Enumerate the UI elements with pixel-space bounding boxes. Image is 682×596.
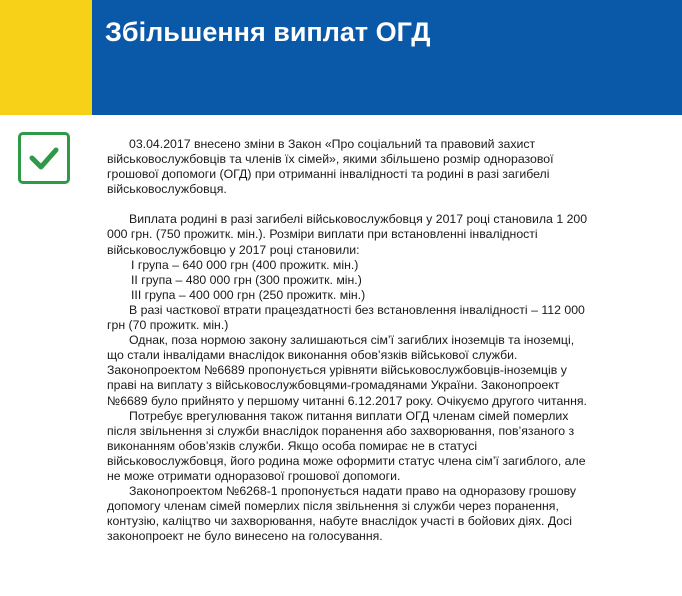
disability-group-2: II група – 480 000 грн (300 прожитк. мін.) bbox=[131, 272, 362, 287]
paragraph-partial-disability: В разі часткової втрати працездатності без встановлення інвалідності – 112 000 грн (70 прожитк. мін.) bbox=[107, 302, 585, 333]
paragraph-foreigners: Однак, поза нормою закону залишаються сім’ї загиблих іноземців та іноземці, що стали інвалідами внаслідок виконання обов’язків військової служби. Законопроектом №6689 пропонується урівняти військовослужбовців-іноземців у праві на виплату з військовослужбовцями-громадянами України. Законопроект №6689 було прийнято у першому читанні 6.12.2017 року. Очікуємо другого читання. bbox=[107, 333, 587, 408]
header-accent-bar bbox=[0, 0, 92, 115]
paragraph-regulation: Потребує врегулювання також питання виплати ОГД членам сімей померлих після звільнення зі служби внаслідок поранення або захворювання, пов’язаного з виконанням обов’язків служби. Якщо особа помирає не в статусі військовослужбовця, його родина може оформити статус члена сім’ї загиблого, але не може отримати одноразової грошової допомоги. bbox=[107, 408, 586, 483]
page-title: Збільшення виплат ОГД bbox=[105, 17, 431, 47]
disability-group-3: III група – 400 000 грн (250 прожитк. мін.) bbox=[131, 287, 366, 302]
disability-group-1: I група – 640 000 грн (400 прожитк. мін.) bbox=[131, 257, 359, 272]
checkmark-icon bbox=[27, 142, 61, 174]
paragraph-payments: Виплата родині в разі загибелі військовослужбовця у 2017 році становила 1 200 000 грн. (750 прожитк. мін.). Розміри виплати при встановленні інвалідності військовослужбовцю у 2017 році становили: bbox=[107, 212, 588, 257]
paragraph-intro: 03.04.2017 внесено зміни в Закон «Про соціальний та правовий захист військовослужбовців та членів їх сімей», якими збільшено розмір одноразової грошової допомоги (ОГД) при отриманні інвалідності та родині в разі загибелі військовослужбовця. bbox=[107, 137, 554, 197]
article-body bbox=[107, 137, 592, 544]
checkmark-badge bbox=[18, 132, 70, 184]
paragraph-bill-6268: Законопроектом №6268-1 пропонується надати право на одноразову грошову допомогу членам сімей померлих після звільнення зі служби через поранення, контузію, каліцтво чи захворювання, набуте внаслідок участі в бойових діях. Досі законопроект не було винесено на голосування. bbox=[107, 484, 577, 544]
